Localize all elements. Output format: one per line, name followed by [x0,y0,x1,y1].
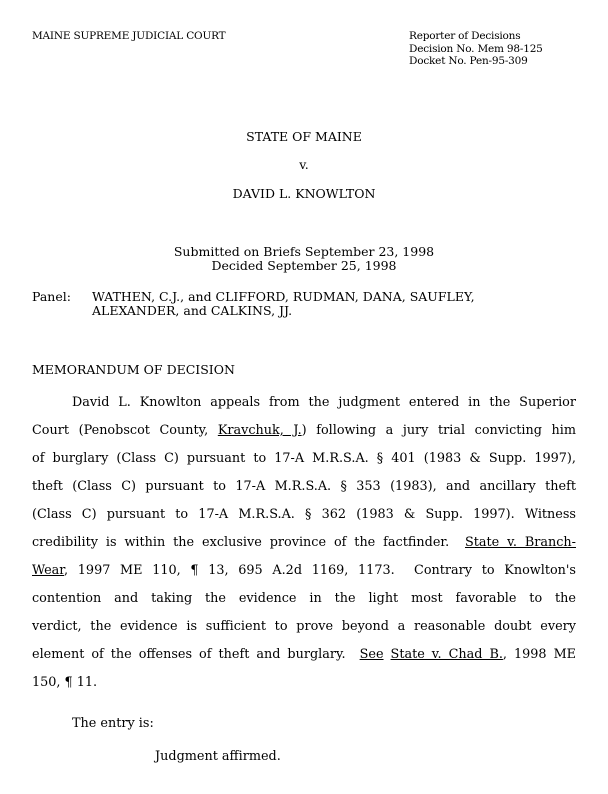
caption-plaintiff: STATE OF MAINE [246,129,362,144]
body-text: Court (Penobscot County, [32,423,218,438]
entry-result: Judgment affirmed. [155,749,281,764]
court-name: MAINE SUPREME JUDICIAL COURT [32,30,226,42]
judge-citation: Kravchuk, J. [217,423,302,438]
body-text: ) following a jury trial convicting him [301,423,577,438]
case-dates [0,245,608,273]
body-line: theft (Class C) pursuant to 17-A M.R.S.A. § 353 (1983), and ancillary theft [32,479,576,494]
reporter-block [409,30,543,68]
body-line [32,647,576,662]
body-line: of burglary (Class C) pursuant to 17-A M.R.S.A. § 401 (1983 & Supp. 1997), [32,451,576,466]
body-line: verdict, the evidence is sufficient to prove beyond a reasonable doubt every [32,619,576,634]
reporter-label: Reporter of Decisions [409,30,521,42]
panel-justices [92,290,475,318]
body-line [32,423,576,438]
body-line: David L. Knowlton appeals from the judgment entered in the Superior [72,395,576,410]
body-line [32,535,576,550]
panel-line-1: WATHEN, C.J., and CLIFFORD, RUDMAN, DANA, SAUFLEY, [92,289,475,304]
decided-date: Decided September 25, 1998 [211,258,397,273]
case-citation-chad-b: State v. Chad B. [390,647,503,662]
panel-line-2: ALEXANDER, and CALKINS, JJ. [92,303,293,318]
memorandum-title: MEMORANDUM OF DECISION [32,362,235,377]
body-text: credibility is within the exclusive province of the factfinder. [32,535,465,550]
entry-intro: The entry is: [72,716,154,731]
see-signal: See [359,647,384,662]
body-text: element of the offenses of theft and burglary. [32,647,360,662]
body-text: , 1998 ME [502,647,577,662]
caption-defendant: DAVID L. KNOWLTON [232,186,376,201]
caption-versus: v. [299,157,309,172]
decision-number: Decision No. Mem 98-125 [409,42,543,55]
panel-label: Panel: [32,289,71,304]
body-text [384,647,391,662]
body-line: contention and taking the evidence in the light most favorable to the [32,591,576,606]
submitted-date: Submitted on Briefs September 23, 1998 [173,244,435,259]
case-citation-branch-wear-cont: Wear [32,563,65,578]
body-line: 150, ¶ 11. [32,675,98,690]
body-text: , 1997 ME 110, ¶ 13, 695 A.2d 1169, 1173. Contrary to Knowlton's [64,563,576,578]
body-line: (Class C) pursuant to 17-A M.R.S.A. § 362 (1983 & Supp. 1997). Witness [32,507,576,522]
docket-number: Docket No. Pen-95-309 [409,55,528,67]
body-line [32,563,576,578]
case-citation-branch-wear: State v. Branch- [465,535,576,550]
